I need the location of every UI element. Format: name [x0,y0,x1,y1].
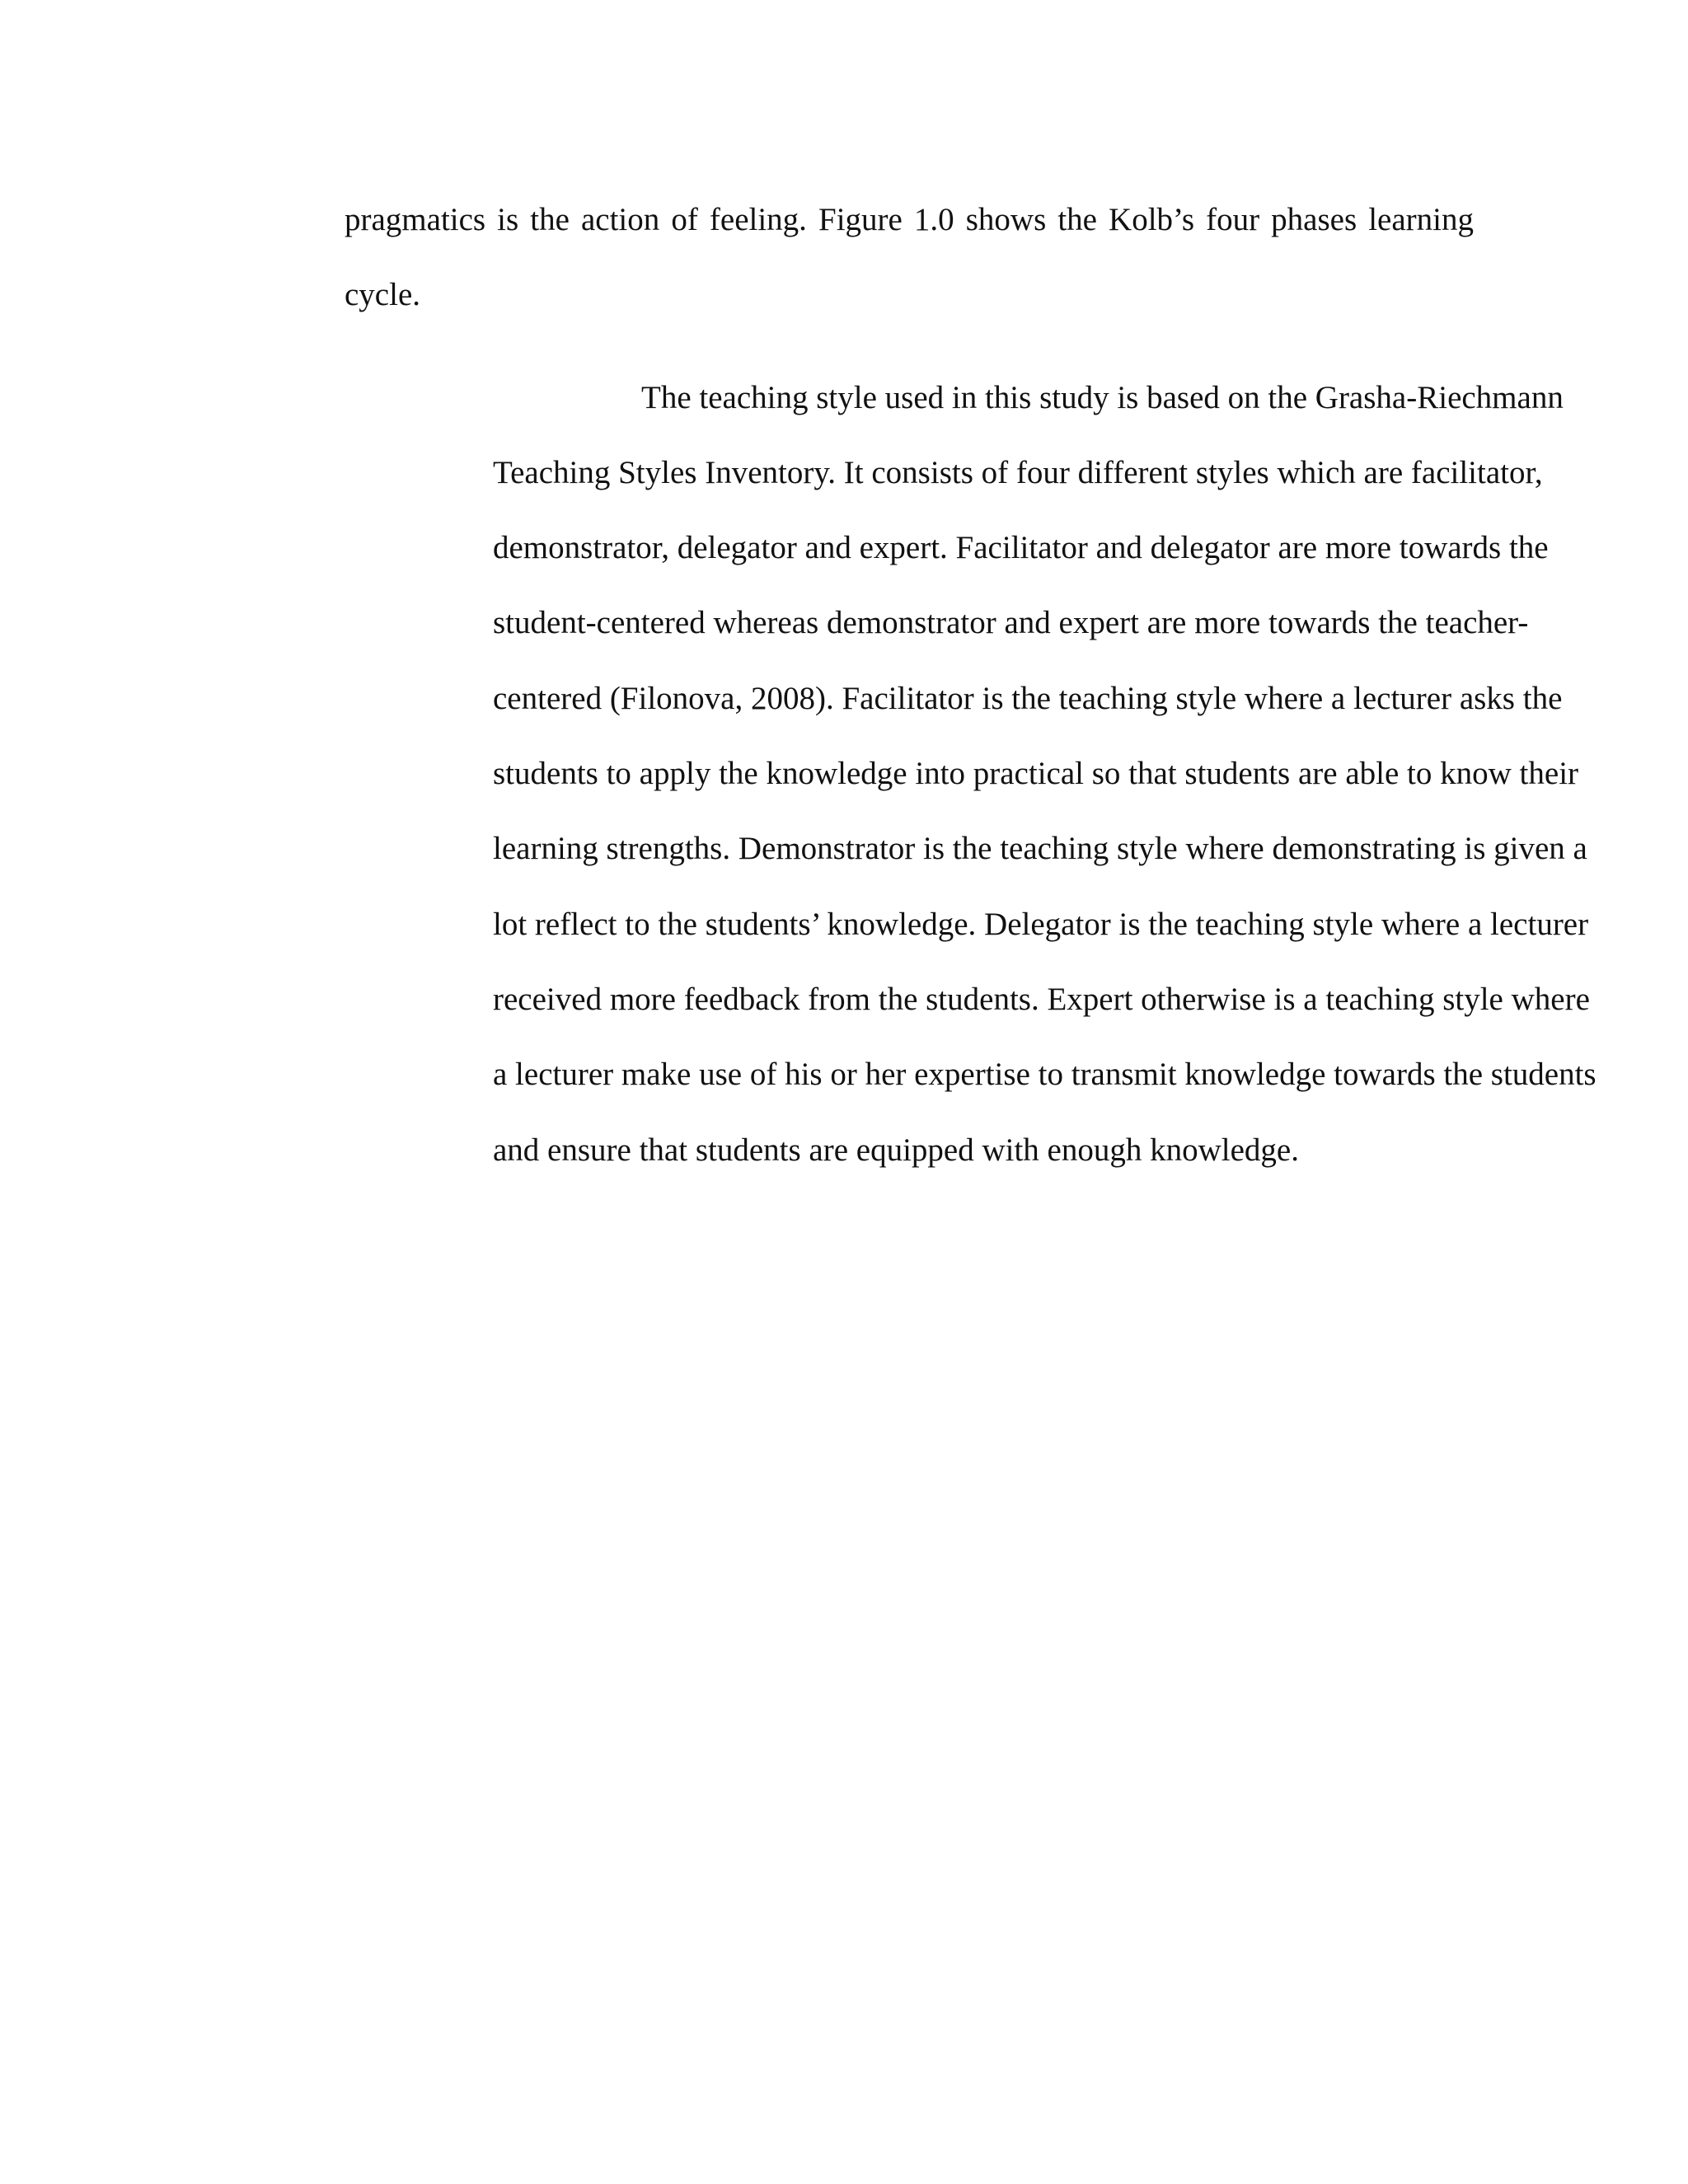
body-text [345,182,1597,1188]
text-line: learning strengths. Demonstrator is the teaching style where demonstrating is given a [493,831,1587,867]
paragraph-teaching-styles [345,360,1597,1188]
text-line: a lecturer make use of his or her expertise to transmit knowledge towards the students [493,1057,1597,1093]
text-line: Teaching Styles Inventory. It consists of four different styles which are facilitator, [493,454,1543,490]
text-line: centered (Filonova, 2008). Facilitator is the teaching style where a lecturer asks the [493,680,1563,716]
text-line: students to apply the knowledge into practical so that students are able to know their [493,756,1579,792]
text-line: pragmatics is the action of feeling. Figure 1.0 shows the Kolb’s four phases learning [345,202,1474,237]
text-line: demonstrator, delegator and expert. Facilitator and delegator are more towards the [493,530,1549,566]
text-line: received more feedback from the students. Expert otherwise is a teaching style where [493,981,1590,1017]
text-line: student-centered whereas demonstrator and expert are more towards the teacher- [493,605,1529,641]
text-line-indented: The teaching style used in this study is based on the Grasha-Riechmann [641,379,1564,415]
paragraph-kolb-cycle [345,182,1474,333]
text-line: and ensure that students are equipped with enough knowledge. [493,1132,1299,1168]
text-line: lot reflect to the students’ knowledge. Delegator is the teaching style where a lecturer [493,906,1589,942]
text-line: cycle. [345,277,421,313]
